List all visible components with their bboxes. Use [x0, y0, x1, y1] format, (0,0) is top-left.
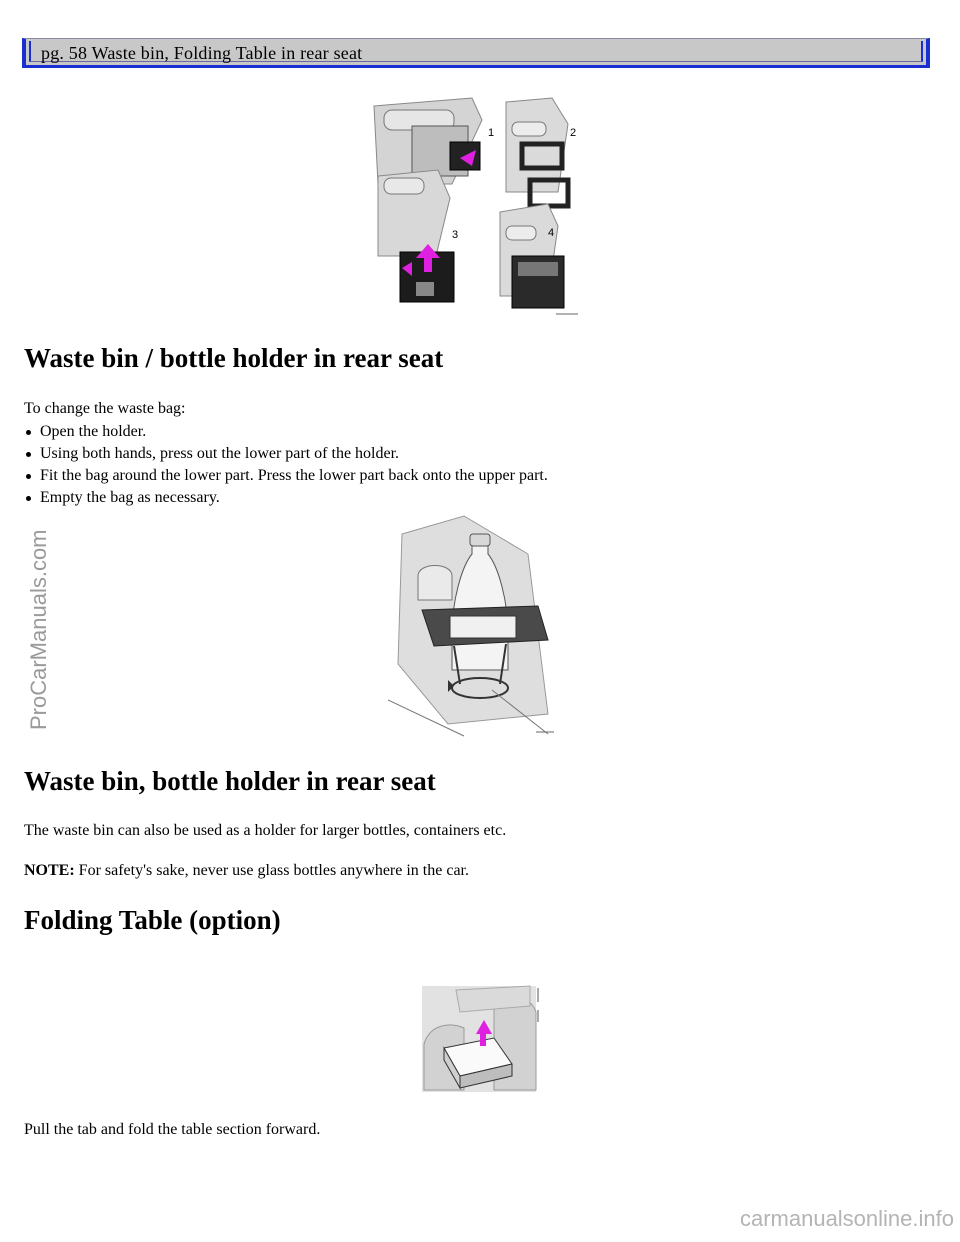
list-item: Open the holder.	[24, 421, 548, 443]
waste-bag-intro: To change the waste bag:	[24, 400, 186, 417]
page-title: pg. 58 Waste bin, Folding Table in rear seat	[41, 43, 363, 63]
note-text: For safety's sake, never use glass bottles anywhere in the car.	[78, 862, 469, 879]
step-1-label: 1	[488, 127, 495, 139]
list-item: Empty the bag as necessary.	[24, 487, 548, 509]
folding-table-svg	[420, 984, 542, 1094]
waste-bin-steps-svg	[372, 96, 588, 318]
side-watermark: ProCarManuals.com	[26, 529, 51, 730]
section-heading-folding-table: Folding Table (option)	[24, 905, 281, 935]
bottom-watermark: carmanualsonline.info	[739, 1206, 954, 1231]
step-2-label: 2	[570, 127, 577, 139]
step-2-panel	[506, 98, 568, 206]
bullet-icon	[26, 474, 31, 479]
section-heading-bottle-holder: Waste bin, bottle holder in rear seat	[24, 766, 436, 796]
note-label: NOTE:	[24, 862, 75, 879]
page-header-inner	[29, 41, 923, 62]
bottle-holder-illustration	[388, 514, 560, 738]
bullet-icon	[26, 496, 31, 501]
bullet-icon	[26, 452, 31, 457]
step-4-panel	[500, 204, 578, 314]
folding-table-illustration	[420, 984, 542, 1094]
waste-bin-steps-illustration	[372, 96, 588, 318]
bullet-icon	[26, 430, 31, 435]
bottle-holder-body: The waste bin can also be used as a holder for larger bottles, containers etc.	[24, 822, 507, 839]
step-3-panel	[378, 170, 454, 302]
waste-bag-steps-list	[24, 421, 548, 509]
safety-note	[24, 862, 469, 880]
page-header-bar	[22, 38, 930, 68]
list-item: Fit the bag around the lower part. Press the lower part back onto the upper part.	[24, 465, 548, 487]
step-4-label: 4	[548, 227, 555, 239]
step-3-label: 3	[452, 229, 459, 241]
bottle-holder-svg	[388, 514, 560, 738]
section-heading-waste-bin: Waste bin / bottle holder in rear seat	[24, 343, 444, 373]
folding-table-body: Pull the tab and fold the table section forward.	[24, 1121, 321, 1138]
list-item: Using both hands, press out the lower part of the holder.	[24, 443, 548, 465]
